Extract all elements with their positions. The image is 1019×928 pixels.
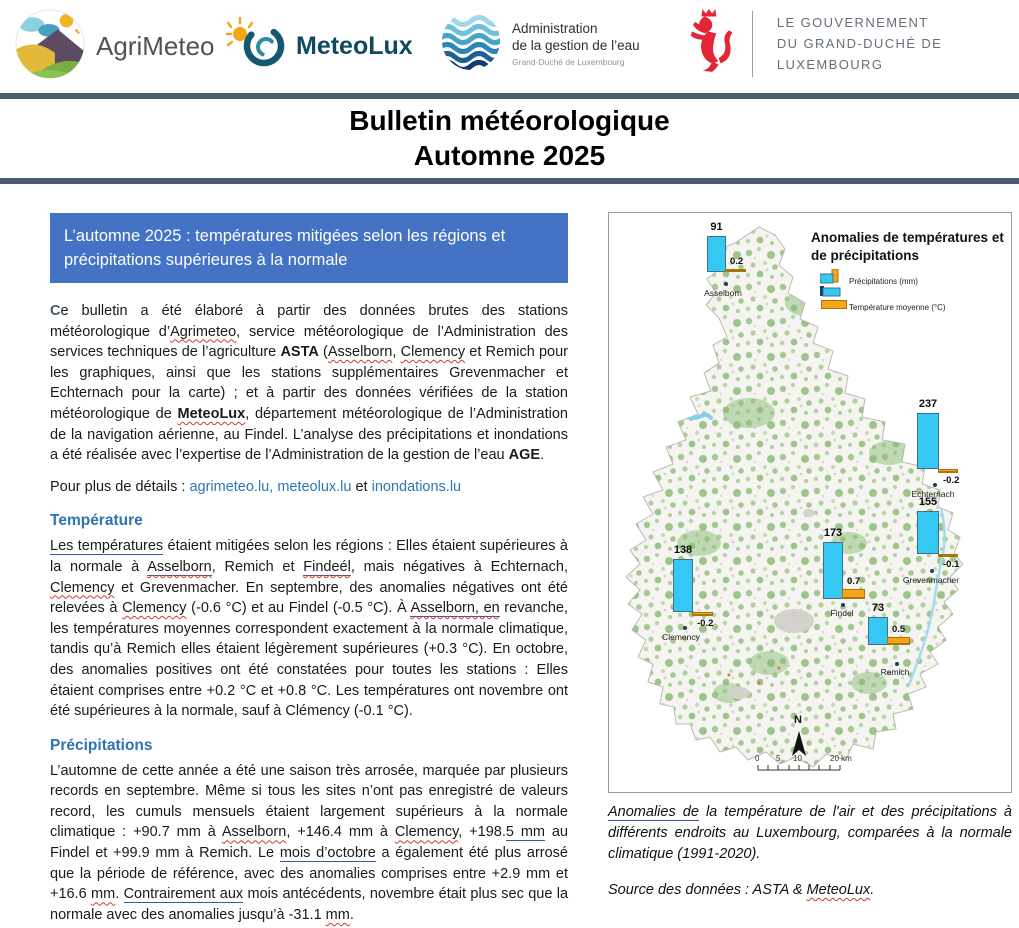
agrimeteo-wordmark: AgriMeteo bbox=[96, 31, 215, 61]
link-inondations-lu[interactable]: inondations.lu bbox=[371, 478, 462, 495]
temperature-legend-icon bbox=[821, 300, 847, 309]
text-segment: MeteoLux bbox=[177, 405, 246, 422]
precip-bar bbox=[823, 542, 843, 599]
text-segment: a également été plus arrosé que la période de référence, avec des anomalies comprises entre +2.9 mm et +16.6 bbox=[50, 845, 568, 903]
map-source bbox=[608, 882, 1012, 898]
text-segment: Clemency bbox=[400, 344, 466, 361]
precipitation-legend-icon bbox=[820, 269, 842, 302]
divider-rule-bottom bbox=[0, 178, 1019, 184]
precip-value: 138 bbox=[673, 544, 693, 556]
gov-line-2: DU GRAND-DUCHÉ DE LUXEMBOURG bbox=[776, 36, 943, 72]
text-segment: Asselborn bbox=[221, 824, 287, 841]
text-segment: , bbox=[392, 344, 401, 361]
temp-bar bbox=[692, 612, 713, 616]
text-segment: MeteoLux bbox=[806, 882, 871, 898]
text-segment: (-0.6 °C) et au Findel (-0.5 °C). À bbox=[186, 600, 411, 617]
legend-label-temperature: Température moyenne (°C) bbox=[849, 303, 946, 312]
text-segment: Pour plus de détails : bbox=[50, 478, 190, 495]
section-heading-precipitation: Précipitations bbox=[50, 736, 153, 754]
text-segment: et Grevenmacher. En septembre, des anomalies négatives ont été relevées à bbox=[50, 579, 568, 617]
text-segment: Asselborn bbox=[147, 558, 212, 575]
title-line-2: Automne 2025 bbox=[413, 140, 606, 171]
text-segment: AGE bbox=[508, 447, 541, 464]
station-name: Findel bbox=[830, 608, 854, 618]
text-segment: Asselborn, en bbox=[410, 600, 500, 617]
text-segment: . bbox=[540, 447, 545, 464]
text-segment: mm bbox=[91, 886, 116, 903]
text-segment: mm bbox=[325, 906, 350, 923]
government-wordmark bbox=[777, 12, 1019, 75]
station-name: Clemency bbox=[662, 632, 700, 642]
age-logo bbox=[440, 10, 640, 77]
text-segment: , mais négatives à Echternach, bbox=[350, 558, 568, 575]
luxembourg-basemap bbox=[609, 213, 1011, 792]
divider-rule-top bbox=[0, 93, 1019, 99]
text-column bbox=[50, 213, 568, 928]
temp-value: -0.2 bbox=[697, 618, 714, 629]
temp-bar bbox=[842, 589, 865, 599]
title-line-1: Bulletin météorologique bbox=[349, 105, 670, 136]
link-agrimeteo-lu-[interactable]: agrimeteo.lu, bbox=[189, 478, 274, 495]
text-segment: Les températures bbox=[50, 538, 164, 555]
age-line-1: Administration bbox=[512, 21, 598, 36]
age-wordmark bbox=[512, 20, 640, 67]
agrimeteo-icon bbox=[14, 8, 86, 85]
text-segment: étaient mitigées selon les régions : Elles étaient supérieures à la normale à bbox=[50, 538, 568, 575]
temp-bar bbox=[938, 469, 958, 473]
meteolux-logo bbox=[226, 16, 413, 77]
station-dot bbox=[724, 282, 728, 286]
text-segment: mois d’octobre bbox=[279, 845, 376, 862]
precip-bar bbox=[707, 236, 726, 272]
station-dot bbox=[930, 569, 934, 573]
text-segment: , +198. bbox=[458, 824, 506, 841]
temp-value: -0.2 bbox=[943, 475, 960, 486]
text-segment: Findeél bbox=[303, 558, 351, 575]
text-segment: mois antécédents, novembre était plus sec que la normale avec des anomalies jusqu’à -31.1 bbox=[50, 886, 569, 923]
station-dot bbox=[933, 483, 937, 487]
text-segment: . bbox=[870, 882, 875, 898]
temp-value: 0.2 bbox=[730, 256, 744, 267]
scale-label-5: 5 bbox=[776, 754, 781, 763]
map-title bbox=[811, 229, 1006, 264]
text-segment: Contrairement aux bbox=[123, 886, 244, 903]
precip-bar bbox=[868, 617, 888, 645]
scale-label-20km: 20 km bbox=[830, 754, 852, 763]
text-segment: Agrimeteo bbox=[170, 323, 237, 340]
text-segment: Source des données : ASTA & bbox=[608, 882, 807, 898]
map-column bbox=[608, 212, 1012, 898]
red-lion-icon bbox=[688, 8, 732, 79]
precip-value: 237 bbox=[918, 398, 938, 410]
age-line-3: Grand-Duché de Luxembourg bbox=[512, 57, 625, 67]
text-segment: . bbox=[349, 906, 354, 923]
text-segment: 5 mm bbox=[505, 824, 545, 841]
temp-bar bbox=[725, 269, 746, 272]
text-segment: e bulletin a été élaboré à partir des données brutes des stations météorologique d’ bbox=[50, 303, 568, 340]
link-meteolux-lu[interactable]: meteolux.lu bbox=[277, 478, 352, 495]
meteolux-icon bbox=[226, 16, 292, 77]
precip-bar bbox=[917, 413, 939, 469]
agrimeteo-logo bbox=[14, 8, 215, 85]
intro-paragraph bbox=[50, 301, 568, 466]
text-segment: et bbox=[351, 478, 372, 495]
station-dot bbox=[683, 626, 687, 630]
station-name: Remich bbox=[880, 667, 910, 677]
map-title-line-2: de précipitations bbox=[811, 247, 920, 263]
text-segment: au Findel et +99.9 mm à Remich. Le bbox=[50, 824, 568, 862]
text-segment: la température de l'air et des précipitations à différents endroits au Luxembourg, comparées à la normale climatique (1991-2020). bbox=[608, 804, 1012, 862]
station-dot bbox=[895, 662, 899, 666]
north-arrow-label: N bbox=[794, 714, 802, 726]
precipitation-paragraph bbox=[50, 761, 568, 926]
text-segment: et Remich pour les graphiques, ainsi que les stations supplémentaires Grevenmacher et Echternach pour la carte) ; et à partir des données vérifiées de la station météorologique de bbox=[50, 344, 568, 422]
text-segment: Anomalies de bbox=[608, 804, 699, 820]
precip-value: 91 bbox=[710, 221, 723, 233]
text-segment: Clemency bbox=[122, 600, 187, 617]
text-segment: L’automne de cette année a été une saison très arrosée, marquée par plusieurs records en septembre. Même si tous les sites n’ont pas enregistré de valeurs record, les cumuls mensuels étaient largement supérieurs à la normale climatique : +90.7 mm à bbox=[50, 762, 568, 841]
precip-bar bbox=[917, 511, 939, 554]
temp-bar bbox=[887, 637, 910, 645]
temperature-paragraph bbox=[50, 536, 568, 721]
station-dot bbox=[841, 603, 845, 607]
temp-value: -0.1 bbox=[943, 559, 960, 570]
water-waves-icon bbox=[440, 10, 502, 77]
text-segment: C bbox=[50, 303, 61, 319]
luxembourg-anomaly-map bbox=[608, 212, 1012, 793]
age-line-2: de la gestion de l’eau bbox=[512, 38, 640, 53]
text-segment: Asselborn bbox=[327, 344, 393, 361]
temp-bar bbox=[938, 554, 958, 557]
text-segment: , département météorologique de l’Administration de la navigation aérienne, au Findel. L’analyse des précipitations et inondations a été réalisée avec l’expertise de l’Administration de la gestion de l’eau bbox=[50, 405, 568, 464]
scale-label-0: 0 bbox=[755, 754, 760, 763]
station-name: Grevenmacher bbox=[902, 575, 960, 585]
station-name: Echternach bbox=[911, 489, 955, 499]
text-segment: revanche, les températures moyennes correspondent exactement à la normale climatique, tandis qu’à Remich elles étaient légèrement supérieures (+0.3 °C). En octobre, des anomalies positives ont été constatées pour toutes les stations : Elles étaient comprises entre +0.2 °C et +0.8 °C. Les températures ont novembre ont été supérieures à la normale, sauf à Clémency (-0.1 °C). bbox=[50, 600, 568, 720]
text-segment: , Remich et bbox=[211, 558, 304, 575]
page-title bbox=[0, 103, 1019, 173]
temp-value: 0.7 bbox=[847, 576, 861, 587]
text-segment: Clemency bbox=[50, 579, 115, 596]
precip-value: 155 bbox=[918, 496, 938, 508]
section-heading-temperature: Température bbox=[50, 512, 143, 530]
scale-label-10: 10 bbox=[793, 754, 802, 763]
gov-line-1: LE GOUVERNEMENT bbox=[776, 15, 929, 30]
text-segment: , service météorologique de l’Administration des services techniques de l’agriculture bbox=[50, 323, 568, 361]
station-name: Asselborn bbox=[704, 288, 742, 298]
precip-value: 73 bbox=[871, 602, 885, 614]
text-segment: . bbox=[115, 886, 124, 903]
text-segment: , +146.4 mm à bbox=[286, 824, 395, 841]
temp-value: 0.5 bbox=[892, 624, 906, 635]
text-segment: ( bbox=[318, 344, 328, 361]
precip-bar bbox=[673, 559, 693, 612]
text-segment: ASTA bbox=[280, 344, 319, 361]
government-logo bbox=[688, 8, 1019, 79]
legend-label-precipitation: Précipitations (mm) bbox=[849, 277, 918, 286]
text-segment: Clemency bbox=[394, 824, 459, 841]
map-title-line-1: Anomalies de températures et bbox=[811, 230, 1004, 245]
links-line[interactable] bbox=[50, 477, 568, 498]
map-caption bbox=[608, 802, 1012, 865]
headline-banner: L’automne 2025 : températures mitigées selon les régions et précipitations supérieures à la normale bbox=[50, 213, 568, 283]
meteolux-wordmark: MeteoLux bbox=[296, 32, 413, 60]
precip-value: 173 bbox=[823, 527, 843, 539]
divider bbox=[752, 11, 753, 77]
